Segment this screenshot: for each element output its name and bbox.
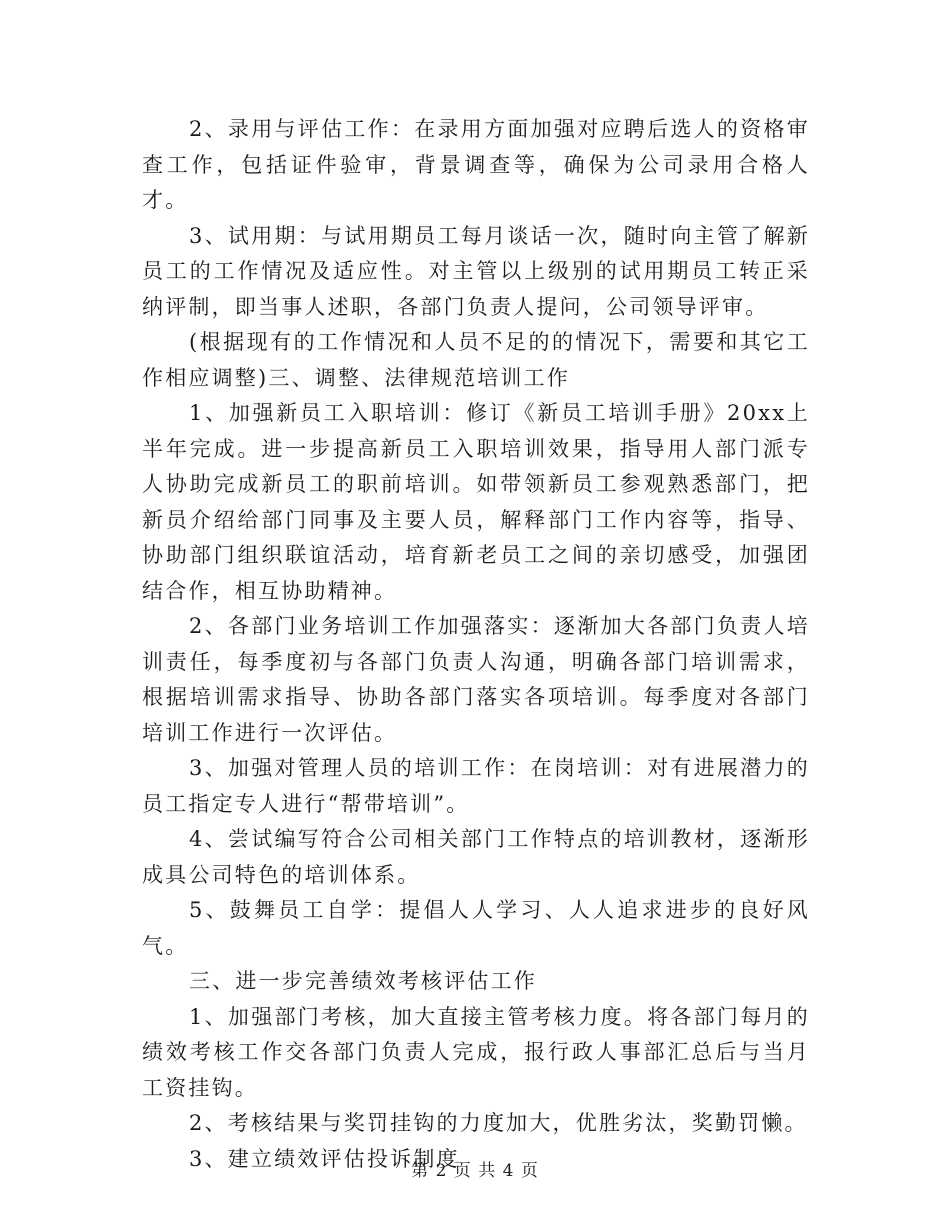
document-body [142, 112, 810, 1177]
section-heading-performance: 三、进一步完善绩效考核评估工作 [189, 969, 537, 993]
paragraph-complaint-system: 3、建立绩效评估投诉制度 [189, 1146, 460, 1171]
paragraph-manager-training: 3、加强对管理人员的培训工作：在岗培训：对有进展潜力的员工指定专人进行“帮带培训”。 [142, 756, 810, 816]
paragraph-recruitment-evaluation: 2、录用与评估工作：在录用方面加强对应聘后选人的资格审查工作，包括证件验审，背景调查等，确保为公司录用合格人才。 [142, 117, 810, 212]
page-number-footer: 第 2 页 共 4 页 [411, 1161, 539, 1181]
paragraph-rewards-penalties: 2、考核结果与奖罚挂钩的力度加大，优胜劣汰，奖勤罚懒。 [189, 1111, 808, 1135]
paragraph-new-employee-training: 1、加强新员工入职培训：修订《新员工培训手册》20xx上半年完成。进一步提高新员工入职培训效果，指导用人部门派专人协助完成新员工的职前培训。如带领新员工参观熟悉部门，把新员介绍给部门同事及主要人员，解释部门工作内容等，指导、协助部门组织联谊活动，培育新老员工之间的亲切感受，加强团结合作，相互协助精神。 [142, 401, 810, 603]
paragraph-training-materials: 4、尝试编写符合公司相关部门工作特点的培训教材，逐渐形成具公司特色的培训体系。 [142, 827, 810, 887]
paragraph-adjustment-note: (根据现有的工作情况和人员不足的的情况下，需要和其它工作相应调整)三、调整、法律规范培训工作 [142, 330, 810, 390]
paragraph-probation: 3、试用期：与试用期员工每月谈话一次，随时向主管了解新员工的工作情况及适应性。对主管以上级别的试用期员工转正采纳评制，即当事人述职，各部门负责人提问，公司领导评审。 [142, 223, 810, 319]
paragraph-department-assessment: 1、加强部门考核，加大直接主管考核力度。将各部门每月的绩效考核工作交各部门负责人完成，报行政人事部汇总后与当月工资挂钩。 [142, 1004, 810, 1100]
paragraph-self-study: 5、鼓舞员工自学：提倡人人学习、人人追求进步的良好风气。 [142, 898, 810, 958]
paragraph-department-training: 2、各部门业务培训工作加强落实：逐渐加大各部门负责人培训责任，每季度初与各部门负责人沟通，明确各部门培训需求，根据培训需求指导、协助各部门落实各项培训。每季度对各部门培训工作进行一次评估。 [142, 614, 810, 745]
